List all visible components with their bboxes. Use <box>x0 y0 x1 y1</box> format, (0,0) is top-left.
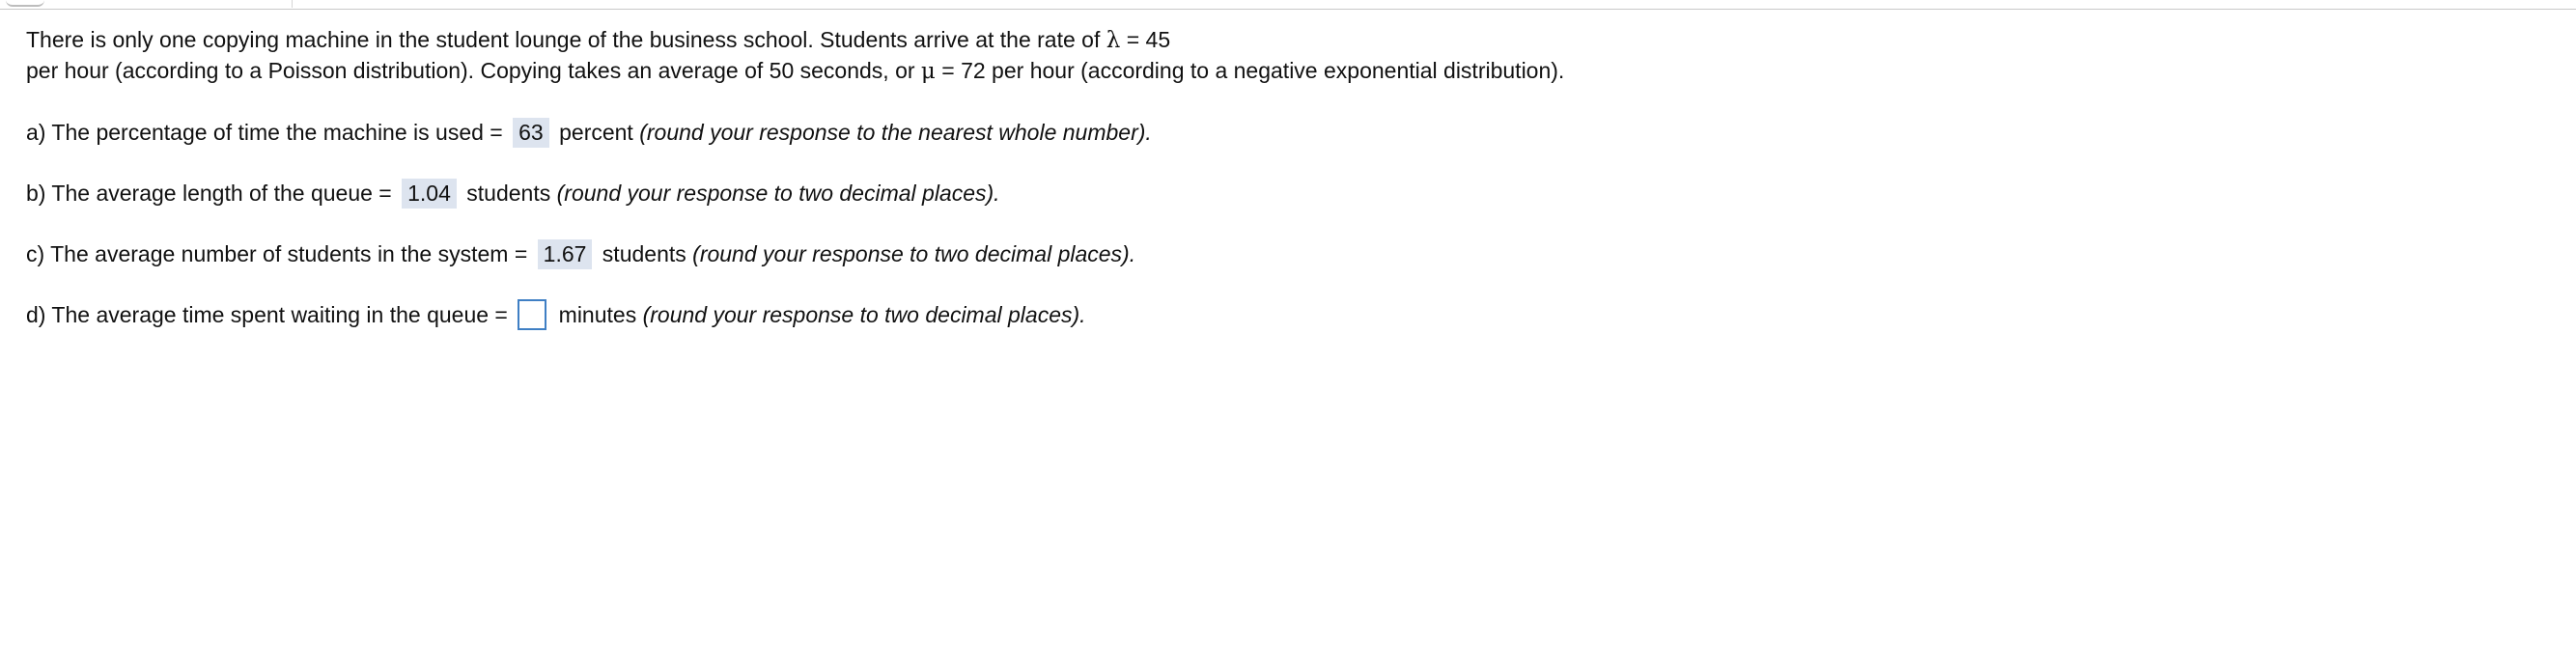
question-a-text: a) The percentage of time the machine is used = <box>26 120 510 145</box>
question-a <box>26 118 1564 148</box>
lambda-value: = 45 <box>1120 27 1171 52</box>
problem-statement-line-1 <box>26 25 1564 56</box>
answer-b-field[interactable]: 1.04 <box>402 179 457 209</box>
question-d-hint: (round your response to two decimal places). <box>642 302 1086 327</box>
answer-a-field[interactable]: 63 <box>513 118 549 148</box>
problem-line1-prefix: There is only one copying machine in the student lounge of the business school. Students arrive at the rate of <box>26 27 1106 52</box>
question-c-unit: students <box>596 241 693 266</box>
lambda-symbol: λ <box>1106 28 1121 53</box>
question-d-unit: minutes <box>552 302 643 327</box>
problem-line2-rest: = 72 per hour (according to a negative exponential distribution). <box>935 58 1565 83</box>
question-b-unit: students <box>460 181 557 206</box>
top-divider-tick <box>292 0 293 8</box>
question-b <box>26 179 1564 209</box>
mu-symbol: μ <box>920 59 936 84</box>
answer-c-field[interactable]: 1.67 <box>538 239 593 269</box>
problem-line2-prefix: per hour (according to a Poisson distribution). Copying takes an average of 50 seconds, or <box>26 58 921 83</box>
question-c-text: c) The average number of students in the system = <box>26 241 534 266</box>
question-d-text: d) The average time spent waiting in the queue = <box>26 302 515 327</box>
question-a-hint: (round your response to the nearest whole number). <box>639 120 1152 145</box>
question-content <box>26 25 1564 330</box>
question-b-text: b) The average length of the queue = <box>26 181 399 206</box>
question-c-hint: (round your response to two decimal places). <box>692 241 1136 266</box>
problem-statement-line-2 <box>26 56 1564 87</box>
question-a-unit: percent <box>552 120 640 145</box>
top-tab-edge <box>6 0 44 7</box>
question-d <box>26 300 1564 330</box>
answer-d-input[interactable] <box>518 299 546 330</box>
top-divider <box>0 9 2576 10</box>
question-c <box>26 239 1564 269</box>
question-b-hint: (round your response to two decimal places). <box>556 181 1000 206</box>
